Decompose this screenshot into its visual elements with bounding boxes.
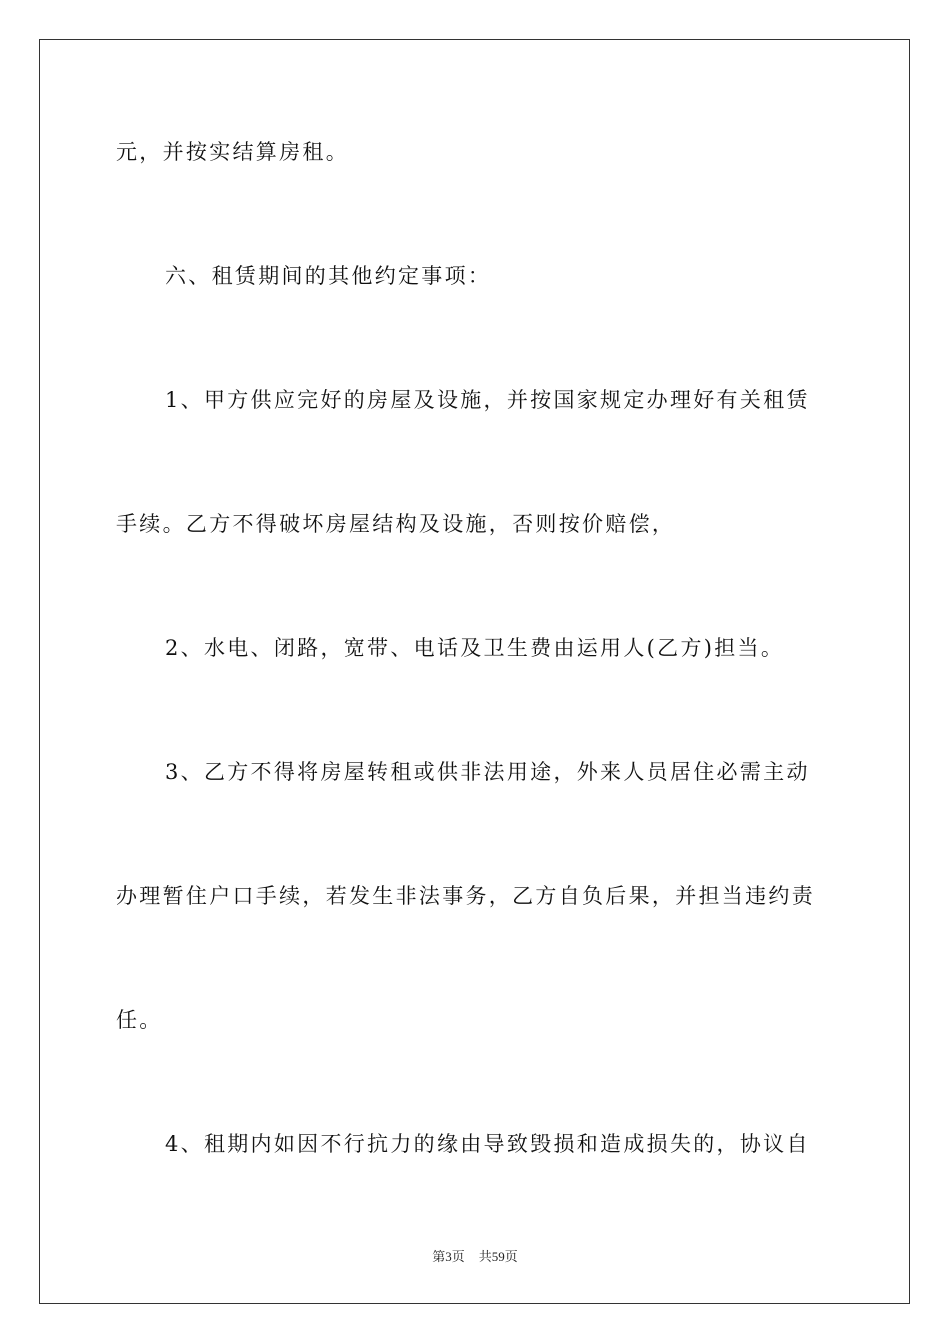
section-heading-6: 六、租赁期间的其他约定事项： bbox=[165, 264, 492, 288]
clause-3-line-2: 办理暂住户口手续，若发生非法事务，乙方自负后果，并担当违约责 bbox=[116, 884, 815, 908]
clause-3-line-1: 3、乙方不得将房屋转租或供非法用途，外来人员居住必需主动 bbox=[165, 760, 810, 784]
clause-1-line-2: 手续。乙方不得破坏房屋结构及设施，否则按价赔偿， bbox=[116, 512, 676, 536]
clause-3-line-3: 任。 bbox=[116, 1008, 163, 1032]
page-number-current: 第3页 bbox=[432, 1249, 465, 1264]
page-number-total: 共59页 bbox=[478, 1249, 518, 1264]
clause-4-line-1: 4、租期内如因不行抗力的缘由导致毁损和造成损失的，协议自 bbox=[165, 1132, 810, 1156]
page-border bbox=[39, 39, 910, 1304]
text-line-1: 元，并按实结算房租。 bbox=[116, 140, 349, 164]
clause-2: 2、水电、闭路，宽带、电话及卫生费由运用人(乙方)担当。 bbox=[165, 636, 785, 660]
clause-1-line-1: 1、甲方供应完好的房屋及设施，并按国家规定办理好有关租赁 bbox=[165, 388, 810, 412]
page-footer bbox=[0, 1248, 950, 1266]
